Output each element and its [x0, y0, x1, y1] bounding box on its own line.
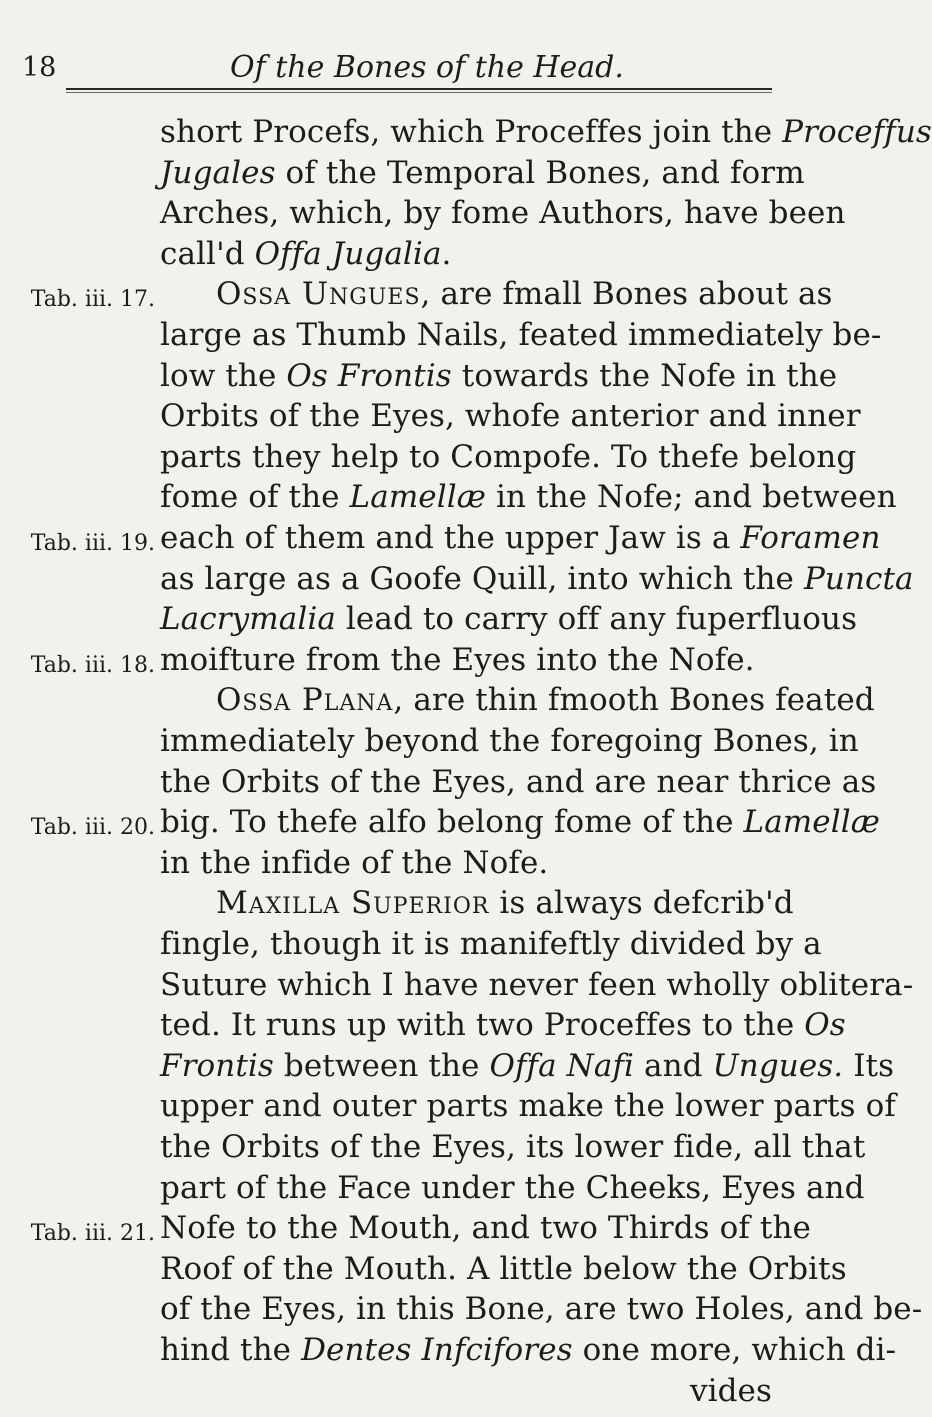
text-line: Ossa Ungues, are fmall Bones about as	[216, 276, 833, 313]
text-line: call'd Offa Jugalia.	[160, 235, 452, 272]
text-line: Ossa Plana, are thin fmooth Bones feated	[216, 682, 875, 719]
text-line: as large as a Goofe Quill, into which the Puncta	[160, 560, 914, 597]
text-line: in the infide of the Nofe.	[160, 844, 549, 881]
text-line: the Orbits of the Eyes, its lower fide, all that	[160, 1129, 866, 1165]
header-rule	[66, 88, 772, 90]
text-line: Arches, which, by fome Authors, have been	[160, 195, 846, 232]
text-line: Suture which I have never feen wholly oblitera-	[160, 966, 914, 1003]
text-line: short Procefs, which Proceffes join the Proceffus	[160, 114, 932, 150]
text-line: part of the Face under the Cheeks, Eyes and	[160, 1169, 865, 1206]
margin-reference: Tab. iii. 21.	[30, 1221, 155, 1247]
margin-reference: Tab. iii. 17.	[30, 287, 155, 313]
text-line: the Orbits of the Eyes, and are near thrice as	[160, 763, 877, 800]
text-line: ted. It runs up with two Proceffes to the Os	[160, 1007, 846, 1044]
header-rule-thin	[66, 92, 772, 93]
text-line: hind the Dentes Infcifores one more, which di-	[160, 1332, 897, 1368]
text-line: upper and outer parts make the lower parts of	[160, 1088, 896, 1125]
text-line: large as Thumb Nails, feated immediately be-	[160, 317, 882, 353]
text-line: each of them and the upper Jaw is a Foramen	[160, 520, 881, 556]
text-line: Maxilla Superior is always defcrib'd	[216, 885, 794, 922]
text-line: vides	[689, 1372, 772, 1409]
text-line: fome of the Lamellæ in the Nofe; and between	[160, 479, 897, 516]
text-line: Jugales of the Temporal Bones, and form	[160, 154, 805, 191]
text-line: Roof of the Mouth. A little below the Orbits	[160, 1250, 847, 1287]
text-line: Frontis between the Offa Nafi and Ungues. Its	[160, 1047, 895, 1084]
margin-reference: Tab. iii. 20.	[30, 815, 155, 841]
page-number: 18	[22, 52, 57, 83]
page-header	[22, 52, 762, 92]
text-line: of the Eyes, in this Bone, are two Holes, and be-	[160, 1291, 923, 1328]
text-line: big. To thefe alfo belong fome of the Lamellæ	[160, 804, 880, 841]
text-line: fingle, though it is manifeftly divided by a	[160, 926, 822, 962]
margin-reference: Tab. iii. 19.	[30, 531, 155, 556]
text-line: low the Os Frontis towards the Nofe in the	[160, 357, 838, 394]
text-line: parts they help to Compofe. To thefe belong	[160, 438, 857, 475]
margin-reference: Tab. iii. 18.	[30, 652, 155, 678]
text-line: moifture from the Eyes into the Nofe.	[160, 641, 755, 678]
text-line: Orbits of the Eyes, whofe anterior and inner	[160, 398, 861, 435]
text-line: Lacrymalia lead to carry off any fuperfluous	[160, 601, 858, 638]
text-line: Nofe to the Mouth, and two Thirds of the	[160, 1210, 811, 1247]
text-line: immediately beyond the foregoing Bones, in	[160, 723, 859, 759]
running-head: Of the Bones of the Head.	[230, 50, 624, 85]
